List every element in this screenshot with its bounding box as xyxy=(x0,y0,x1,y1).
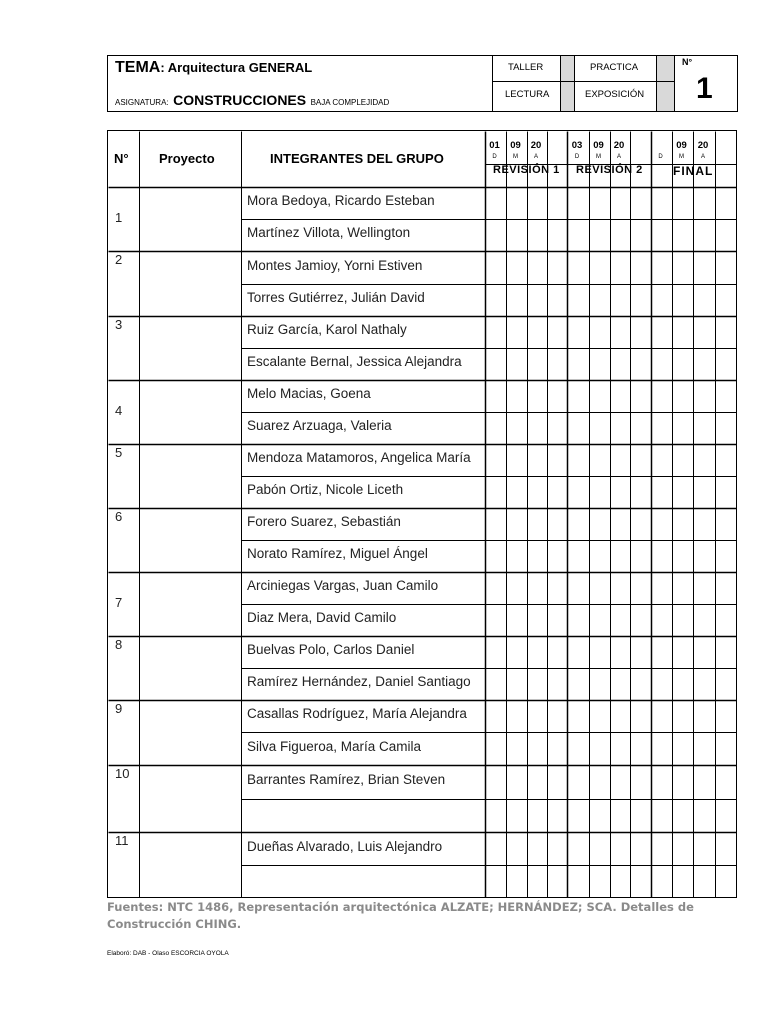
date-sub-label: M xyxy=(513,154,518,160)
date-value: 09 xyxy=(510,140,521,151)
member-name: Diaz Mera, David Camilo xyxy=(247,610,397,625)
checkbox-exposicion xyxy=(657,82,674,111)
revision2-header: REVISIÓN 2 xyxy=(576,164,643,176)
group-number: 9 xyxy=(115,701,123,716)
date-sub-label: D xyxy=(492,154,497,160)
group-number: 1 xyxy=(115,210,123,225)
member-name: Mora Bedoya, Ricardo Esteban xyxy=(247,193,435,208)
member-name: Ruiz García, Karol Nathaly xyxy=(247,322,407,337)
revision1-header: REVISIÓN 1 xyxy=(493,164,560,176)
date-value: 20 xyxy=(530,140,542,151)
member-name: Torres Gutiérrez, Julián David xyxy=(247,290,425,305)
member-name: Casallas Rodríguez, María Alejandra xyxy=(247,706,467,721)
exposicion-label: EXPOSICIÓN xyxy=(585,89,645,100)
group-number: 8 xyxy=(115,637,123,652)
date-sub-label: M xyxy=(679,154,684,160)
date-sub-label: D xyxy=(574,154,580,160)
member-name: Mendoza Matamoros, Angelica María xyxy=(247,450,471,465)
divider xyxy=(492,56,493,111)
member-name: Montes Jamioy, Yorni Estiven xyxy=(247,257,423,273)
member-name: Silva Figueroa, María Camila xyxy=(247,738,422,754)
author-note: Elaboró: DAB - Olaso ESCORCIA OYOLA xyxy=(107,950,229,957)
tema-label: TEMA xyxy=(115,59,161,76)
col-integrantes-header: INTEGRANTES DEL GRUPO xyxy=(270,151,444,166)
member-name: Suarez Arzuaga, Valeria xyxy=(247,418,392,433)
member-name: Norato Ramírez, Miguel Ángel xyxy=(247,546,428,561)
member-name: Barrantes Ramírez, Brian Steven xyxy=(247,772,446,787)
asignatura-line xyxy=(115,92,389,110)
tema-value: : Arquitectura GENERAL xyxy=(160,60,313,75)
practica-label: PRACTICA xyxy=(590,62,639,73)
tema-line xyxy=(115,59,312,77)
date-sub-label: D xyxy=(658,154,663,160)
member-name: Buelvas Polo, Carlos Daniel xyxy=(247,642,415,657)
taller-label: TALLER xyxy=(508,62,544,73)
member-name: Melo Macias, Goena xyxy=(247,386,371,401)
divider xyxy=(574,56,575,111)
date-sub-label: A xyxy=(616,154,621,160)
final-header: FINAL xyxy=(673,164,714,178)
checkbox-taller xyxy=(561,56,574,81)
date-value: 20 xyxy=(613,140,625,151)
group-number: 7 xyxy=(115,595,123,610)
divider xyxy=(492,81,674,82)
date-sub-label: A xyxy=(700,154,705,160)
header-box xyxy=(107,55,738,112)
group-number: 6 xyxy=(115,509,123,524)
date-value: 03 xyxy=(571,140,583,151)
numero-label: N° xyxy=(682,57,693,67)
col-proyecto-header: Proyecto xyxy=(159,151,215,166)
member-name: Arciniegas Vargas, Juan Camilo xyxy=(247,578,439,593)
member-name: Dueñas Alvarado, Luis Alejandro xyxy=(247,838,443,854)
checkbox-practica xyxy=(657,56,674,81)
member-name: Escalante Bernal, Jessica Alejandra xyxy=(247,354,462,369)
date-value: 09 xyxy=(676,140,687,151)
col-num-header: N° xyxy=(114,151,129,166)
date-value: 01 xyxy=(489,140,500,151)
divider xyxy=(674,56,675,111)
group-number: 10 xyxy=(115,766,130,781)
sources-note: Fuentes: NTC 1486, Representación arquitectónica ALZATE; HERNÁNDEZ; SCA. Detalles de Construcción CHING. xyxy=(107,900,694,931)
member-name: Pabón Ortiz, Nicole Liceth xyxy=(247,482,404,497)
member-name: Ramírez Hernández, Daniel Santiago xyxy=(247,674,471,689)
group-number: 4 xyxy=(115,403,123,418)
date-value: 20 xyxy=(697,140,709,151)
group-number: 11 xyxy=(115,833,129,848)
lectura-label: LECTURA xyxy=(505,89,550,100)
checkbox-lectura xyxy=(561,82,574,111)
group-number: 3 xyxy=(115,317,123,332)
member-name: Forero Suarez, Sebastián xyxy=(247,514,401,529)
date-sub-label: M xyxy=(596,154,601,160)
group-number: 2 xyxy=(115,252,123,267)
date-sub-label: A xyxy=(533,154,538,160)
date-value: 09 xyxy=(593,140,604,151)
asignatura-suffix: BAJA COMPLEJIDAD xyxy=(310,98,390,107)
asignatura-label: ASIGNATURA: xyxy=(115,98,169,107)
numero-value: 1 xyxy=(696,72,713,105)
group-number: 5 xyxy=(115,445,123,460)
member-name: Martínez Villota, Wellington xyxy=(247,225,411,240)
asignatura-value: CONSTRUCCIONES xyxy=(173,92,307,108)
